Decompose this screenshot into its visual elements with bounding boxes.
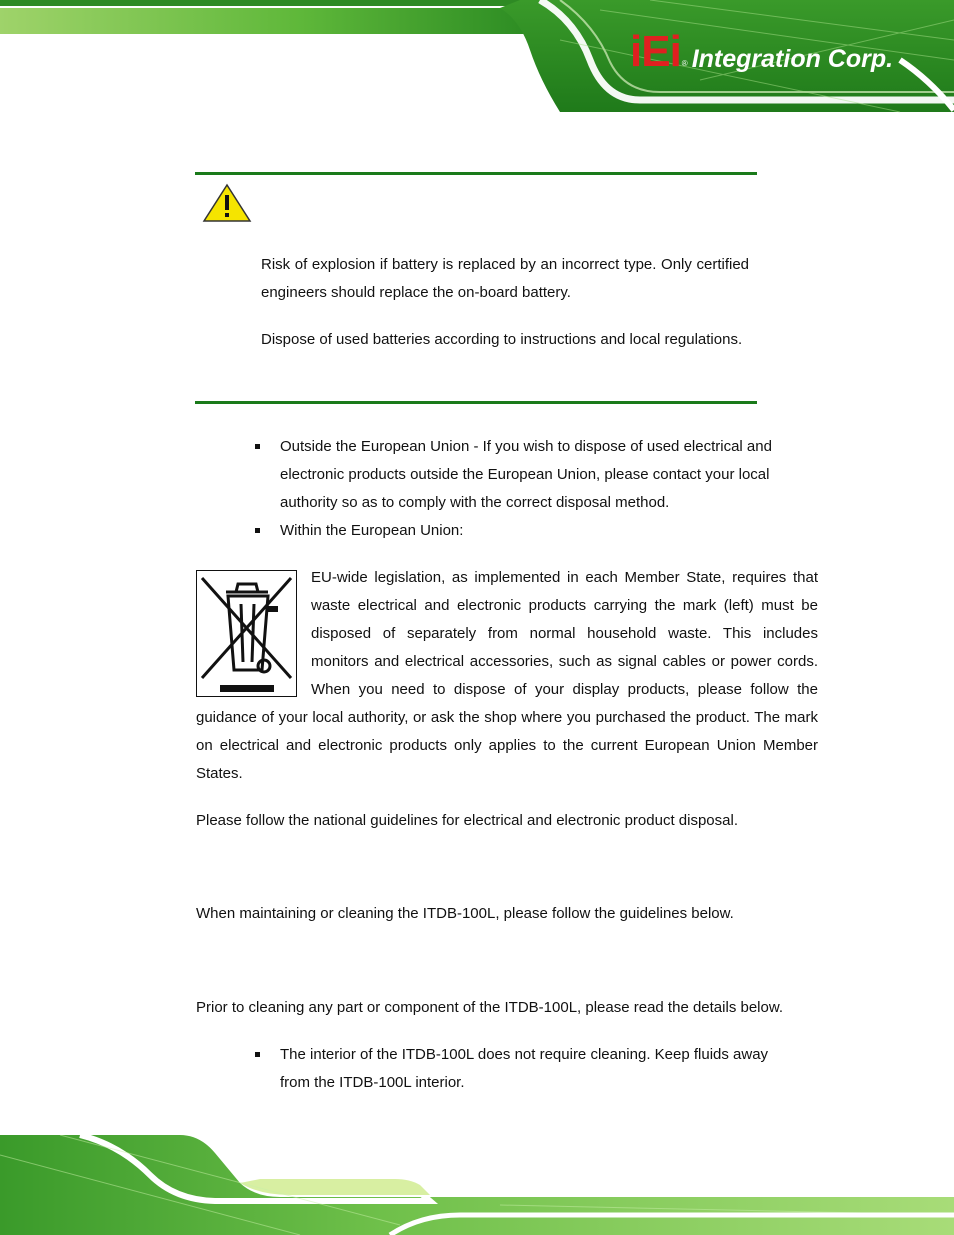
- brand-name: Integration Corp.: [691, 45, 894, 73]
- warning-paragraph-2: Dispose of used batteries according to instructions and local regulations.: [261, 331, 743, 348]
- footer-banner: [0, 1135, 954, 1235]
- national-guidelines-paragraph: Please follow the national guidelines for electrical and electronic product disposal.: [196, 812, 738, 829]
- list-item: Outside the European Union - If you wish to dispose of used electrical and electronic products outside the European Union, please contact your local authority so as to comply with the correct disposal method.: [255, 433, 795, 517]
- cleaning-intro-paragraph: Prior to cleaning any part or component of the ITDB-100L, please read the details below.: [196, 999, 784, 1016]
- weee-section: [196, 564, 818, 788]
- disposal-list: [255, 433, 795, 545]
- weee-paragraph: EU-wide legislation, as implemented in each Member State, requires that waste electrical and electronic products carrying the mark (left) must be disposed of separately from normal household waste. This includes monitors and electrical accessories, such as signal cables or power cords. When you need to dispose of your display products, please follow the guidance of your local authority, or ask the shop where you purchased the product. The mark on electrical and electronic products only applies to the current European Union Member States.: [196, 569, 818, 782]
- warning-paragraph-1: Risk of explosion if battery is replaced by an incorrect type. Only certified engineers should replace the on-board battery.: [261, 256, 749, 301]
- warning-top-rule: [195, 172, 757, 175]
- list-item: Within the European Union:: [255, 517, 795, 545]
- list-item: The interior of the ITDB-100L does not require cleaning. Keep fluids away from the ITDB-100L interior.: [255, 1041, 795, 1097]
- brand-mark-text: iEi: [630, 27, 681, 76]
- maintenance-intro-paragraph: When maintaining or cleaning the ITDB-100L, please follow the guidelines below.: [196, 905, 734, 922]
- warning-triangle-icon: [202, 183, 252, 223]
- cleaning-list: [255, 1041, 795, 1097]
- weee-float-spacer: [196, 564, 311, 702]
- warning-bottom-rule: [195, 401, 757, 404]
- brand-logo: [630, 24, 893, 74]
- brand-mark: [630, 27, 681, 76]
- registered-mark: ®: [681, 59, 688, 68]
